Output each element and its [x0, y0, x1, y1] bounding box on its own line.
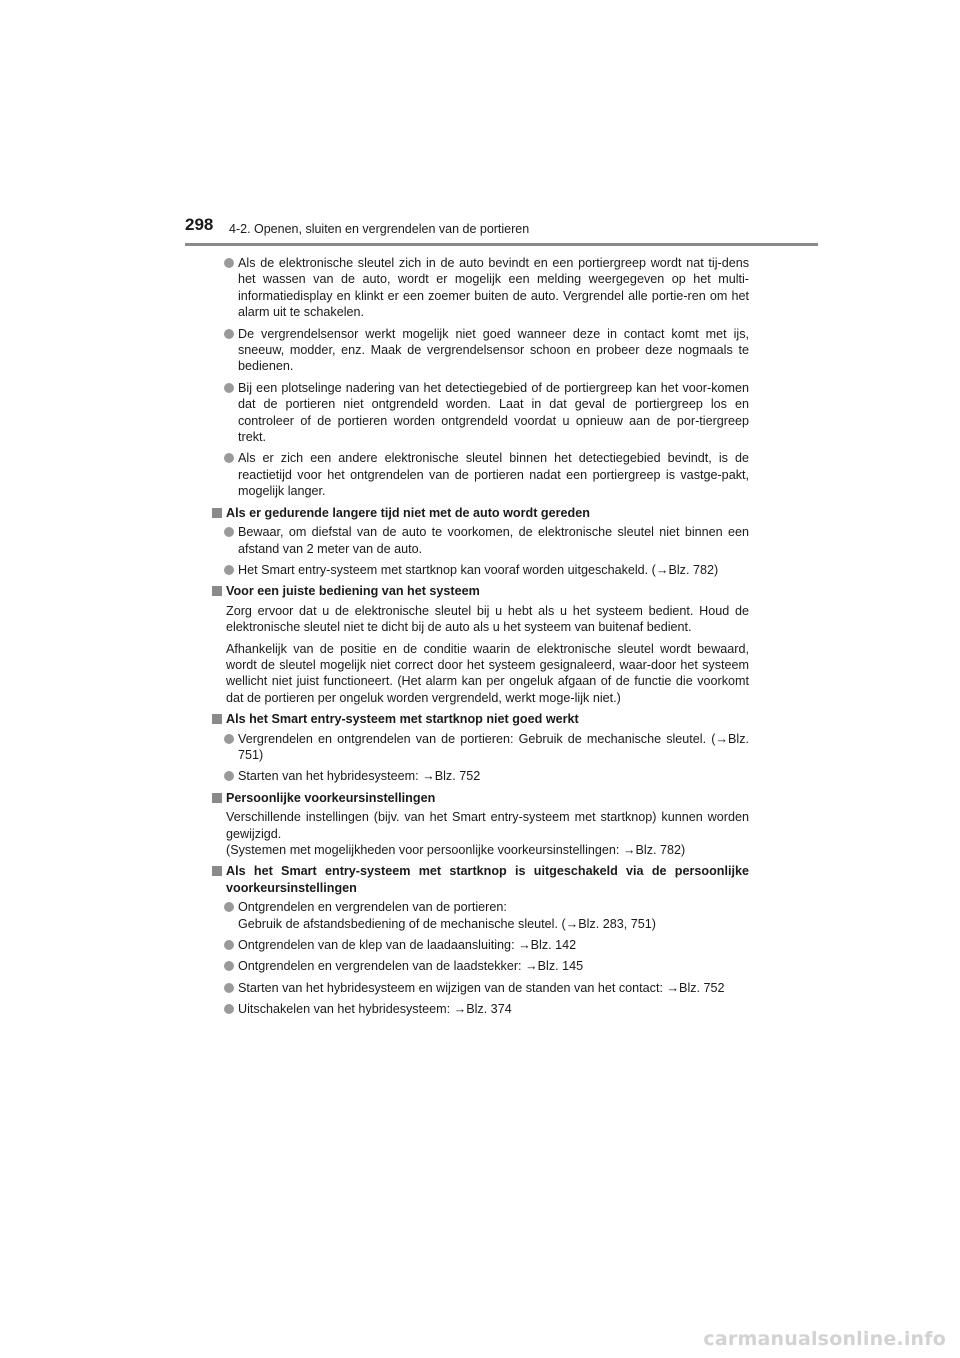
block-text: Als de elektronische sleutel zich in de auto bevindt en een portiergreep wordt nat tij-dens het wassen van de auto, wordt er mogelijk een melding weergegeven op het multi-informatiedisplay en klinkt er een zoemer buiten de auto. Vergrendel alle portie-ren om het alarm uit te schakelen. [238, 256, 749, 320]
subsection-heading [212, 583, 749, 599]
bullet-item [212, 980, 749, 996]
header-divider [185, 243, 818, 246]
bullet-dot-icon [224, 383, 234, 393]
bullet-dot-icon [224, 565, 234, 575]
block-text: Als er zich een andere elektronische sleutel binnen het detectiegebied bevindt, is de reactietijd voor het ontgrendelen van de portieren nadat een portiergreep is vastge-pakt, mogelijk langer. [238, 451, 749, 499]
bullet-item [212, 450, 749, 499]
page-number: 298 [185, 215, 214, 234]
bullet-dot-icon [224, 1004, 234, 1014]
bullet-item [212, 1001, 749, 1017]
bullet-item [212, 937, 749, 953]
bullet-item [212, 326, 749, 375]
bullet-item [212, 768, 749, 784]
bullet-dot-icon [224, 771, 234, 781]
block-text: Voor een juiste bediening van het systeem [226, 584, 480, 599]
block-text: Uitschakelen van het hybridesysteem: →Blz. 374 [238, 1002, 512, 1017]
bullet-dot-icon [224, 902, 234, 912]
block-text: Vergrendelen en ontgrendelen van de portieren: Gebruik de mechanische sleutel. (→Blz. 751) [238, 731, 749, 762]
square-marker-icon [212, 586, 222, 596]
bullet-item [212, 524, 749, 557]
block-text: Persoonlijke voorkeursinstellingen [226, 790, 436, 805]
block-text: Bewaar, om diefstal van de auto te voorkomen, de elektronische sleutel niet binnen een afstand van 2 meter van de auto. [238, 525, 749, 556]
square-marker-icon [212, 508, 222, 518]
block-text: Starten van het hybridesysteem: →Blz. 752 [238, 769, 481, 784]
block-text: Ontgrendelen van de klep van de laadaansluiting: →Blz. 142 [238, 938, 577, 953]
bullet-dot-icon [224, 734, 234, 744]
square-marker-icon [212, 793, 222, 803]
subsection-heading [212, 505, 749, 521]
bullet-dot-icon [224, 527, 234, 537]
subsection-heading [212, 790, 749, 806]
square-marker-icon [212, 714, 222, 724]
bullet-dot-icon [224, 940, 234, 950]
block-text: Ontgrendelen en vergrendelen van de laadstekker: →Blz. 145 [238, 959, 584, 974]
subsection-heading [212, 863, 749, 896]
watermark-logo: carmanualsonline.info [703, 1328, 946, 1350]
square-marker-icon [212, 866, 222, 876]
bullet-dot-icon [224, 961, 234, 971]
block-text: Als het Smart entry-systeem met startknop is uitgeschakeld via de persoonlijke voorkeursinstellingen [226, 864, 749, 895]
block-text: Afhankelijk van de positie en de conditie waarin de elektronische sleutel wordt bewaard, wordt de sleutel mogelijk niet correct door het systeem gesignaleerd, waar-door het systeem wellicht niet juist functioneert. (Het alarm kan per ongeluk afgaan of de functie die voorkomt dat de portieren per ongeluk worden vergrendeld, werkt moge-lijk niet.) [226, 641, 749, 705]
page-content [212, 255, 749, 1023]
block-text: Starten van het hybridesysteem en wijzigen van de standen van het contact: →Blz. 752 [238, 980, 725, 995]
body-paragraph [212, 809, 749, 858]
block-text: Verschillende instellingen (bijv. van het Smart entry-systeem met startknop) kunnen worden gewijzigd. (Systemen met mogelijkheden voor persoonlijke voorkeursinstellingen: →Blz. 782) [226, 810, 749, 857]
block-text: Als het Smart entry-systeem met startknop niet goed werkt [226, 712, 579, 727]
block-text: Bij een plotselinge nadering van het detectiegebied of de portiergreep kan het voor-komen dat de portieren niet ontgrendeld worden. Laat in dat geval de portiergreep los en controleer of de portieren worden ontgrendeld voordat u opnieuw aan de por-tiergreep trekt. [238, 380, 749, 445]
bullet-item [212, 731, 749, 764]
bullet-dot-icon [224, 453, 234, 463]
body-paragraph [212, 641, 749, 707]
bullet-item [212, 958, 749, 974]
bullet-dot-icon [224, 258, 234, 268]
section-title: 4-2. Openen, sluiten en vergrendelen van de portieren [229, 222, 530, 236]
bullet-item [212, 255, 749, 321]
block-text: Als er gedurende langere tijd niet met de auto wordt gereden [226, 505, 590, 520]
block-text: De vergrendelsensor werkt mogelijk niet goed wanneer deze in contact komt met ijs, sneeuw, modder, enz. Maak de vergrendelsensor schoon en probeer deze nogmaals te bedienen. [238, 326, 749, 374]
bullet-item [212, 899, 749, 932]
subsection-heading [212, 711, 749, 727]
page-header [0, 0, 960, 250]
bullet-dot-icon [224, 983, 234, 993]
block-text: Ontgrendelen en vergrendelen van de portieren: Gebruik de afstandsbediening of de mechanische sleutel. (→Blz. 283, 751) [238, 900, 656, 931]
bullet-dot-icon [224, 329, 234, 339]
body-paragraph [212, 603, 749, 636]
bullet-item [212, 562, 749, 578]
bullet-item [212, 380, 749, 446]
block-text: Het Smart entry-systeem met startknop kan vooraf worden uitgeschakeld. (→Blz. 782) [238, 562, 719, 577]
block-text: Zorg ervoor dat u de elektronische sleutel bij u hebt als u het systeem bedient. Houd de elektronische sleutel niet te dicht bij de auto als u het systeem van buitenaf bedient. [226, 603, 749, 635]
